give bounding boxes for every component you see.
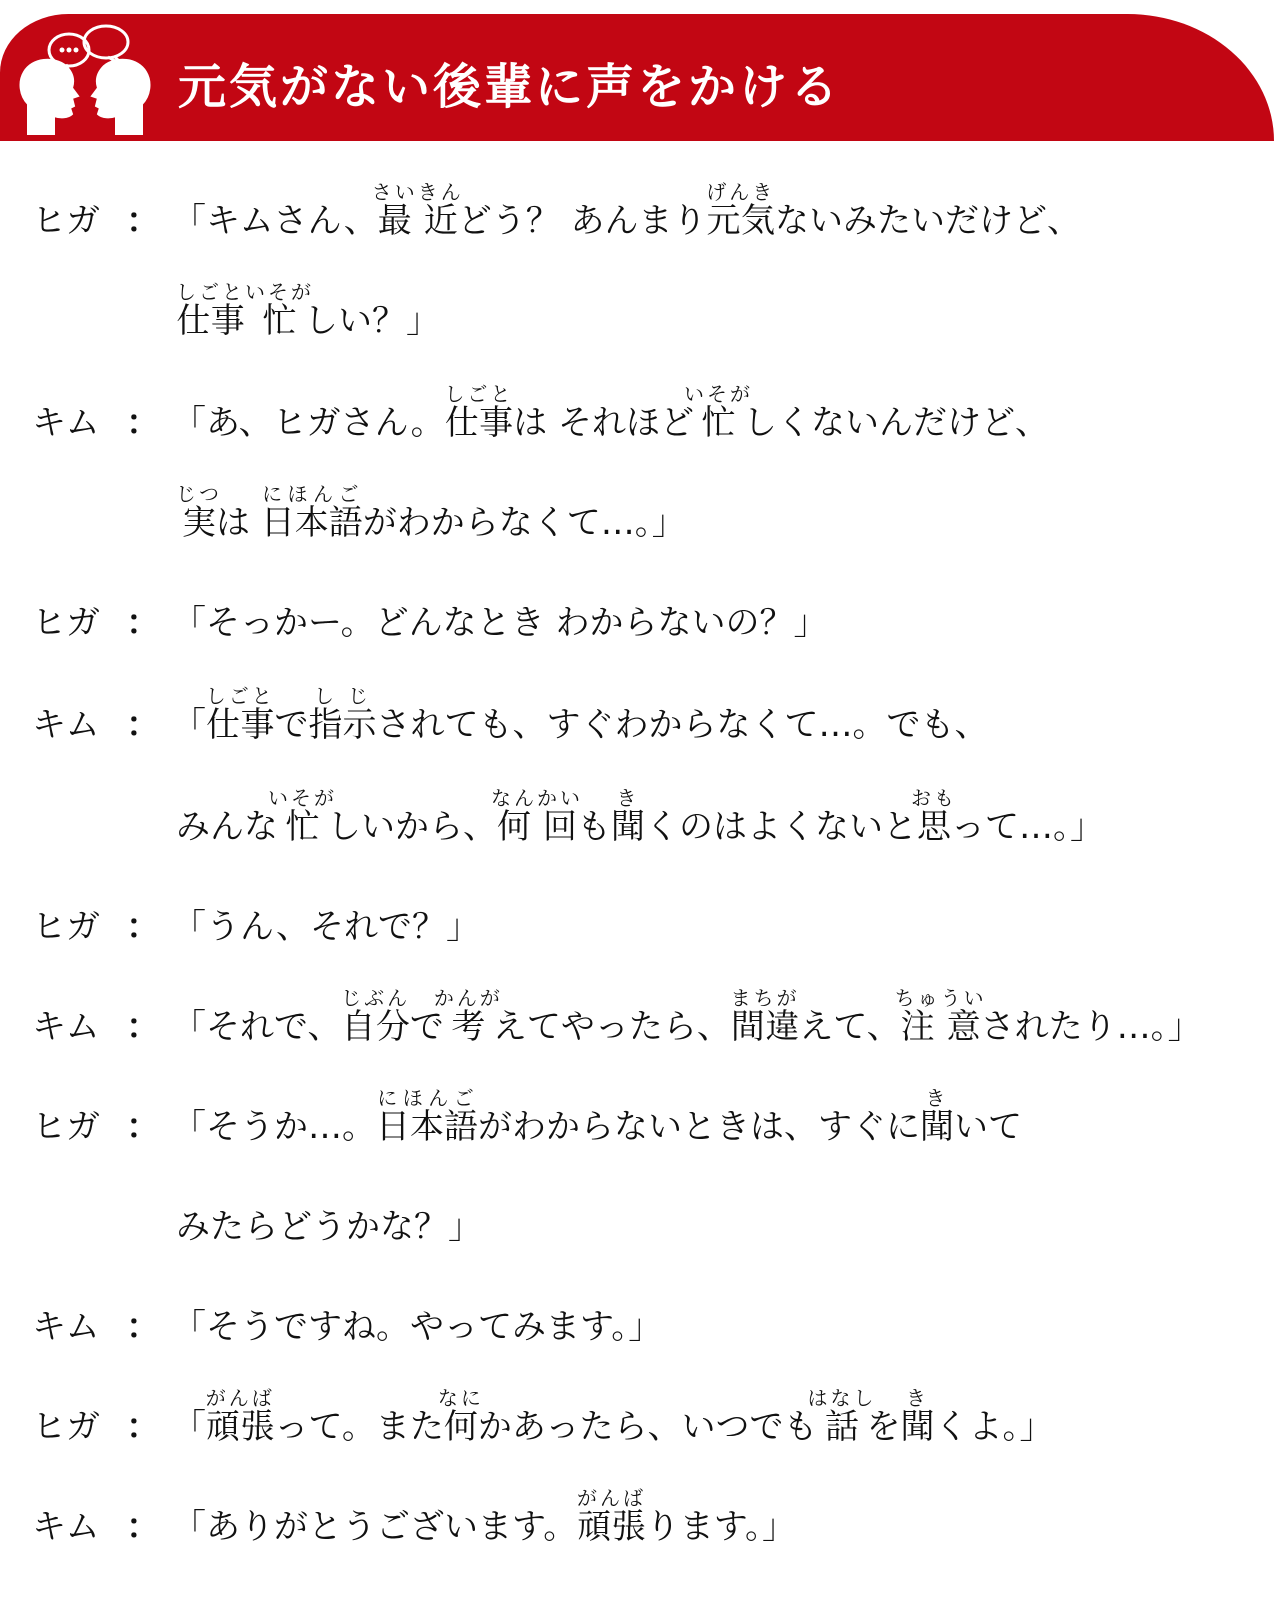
text-segment: は bbox=[216, 503, 261, 543]
furigana-reading: いそが bbox=[684, 382, 753, 406]
dialogue-text bbox=[172, 987, 1202, 1050]
text-segment: くよ。」 bbox=[934, 1407, 1054, 1447]
furigana-word bbox=[245, 280, 314, 341]
furigana-reading: いそが bbox=[268, 786, 337, 810]
furigana-reading: じぶん bbox=[341, 986, 411, 1010]
furigana-reading: おも bbox=[911, 786, 957, 810]
text-segment: ります。」 bbox=[645, 1507, 797, 1547]
speaker-colon: ： bbox=[126, 403, 160, 443]
text-segment: って…。」 bbox=[951, 807, 1104, 847]
furigana-word bbox=[341, 986, 411, 1047]
speaker-name: ヒガ bbox=[32, 1107, 100, 1147]
kanji-text: 実 bbox=[176, 503, 222, 543]
dialogue-line bbox=[0, 658, 1274, 748]
text-segment: 「 bbox=[172, 705, 206, 745]
dialogue-line bbox=[0, 860, 1274, 950]
furigana-word bbox=[706, 180, 776, 241]
text-segment: みたらどうかな？」 bbox=[176, 1207, 482, 1247]
text-segment: どう？ あんまり bbox=[457, 201, 707, 241]
kanji-text: 頑張 bbox=[205, 1407, 275, 1447]
speaker-name: ヒガ bbox=[32, 1407, 100, 1447]
speaker-name: ヒガ bbox=[32, 603, 100, 643]
dialogue-line bbox=[0, 1260, 1274, 1350]
furigana-word bbox=[376, 1086, 478, 1147]
text-segment: は それほど bbox=[513, 403, 694, 443]
furigana-word bbox=[911, 786, 957, 847]
furigana-reading: まちが bbox=[730, 986, 800, 1010]
speaker-name: キム bbox=[32, 1007, 100, 1047]
dialogue-line bbox=[0, 1060, 1274, 1150]
dialogue-line bbox=[0, 356, 1274, 446]
text-segment: されたり…。」 bbox=[980, 1007, 1202, 1047]
text-segment: 「そうか…。 bbox=[172, 1107, 376, 1147]
kanji-text: 何 bbox=[437, 1407, 484, 1447]
dialogue-text bbox=[172, 685, 989, 748]
text-segment: がわからなくて…。」 bbox=[362, 503, 686, 543]
furigana-word bbox=[611, 786, 645, 847]
furigana-word bbox=[260, 482, 363, 543]
furigana-reading: じつ bbox=[176, 482, 222, 506]
speaker-colon: ： bbox=[126, 705, 160, 745]
furigana-reading: き bbox=[900, 1386, 935, 1410]
kanji-text: 忙 bbox=[245, 301, 314, 341]
kanji-text: 忙 bbox=[684, 403, 753, 443]
furigana-reading: いそが bbox=[245, 280, 314, 304]
furigana-reading: にほんご bbox=[260, 482, 363, 506]
text-segment: がわからないときは、すぐに bbox=[478, 1107, 920, 1147]
furigana-word bbox=[308, 684, 377, 745]
speaker-name: キム bbox=[32, 403, 100, 443]
kanji-text: 仕事 bbox=[176, 301, 245, 341]
dialogue-text bbox=[176, 1204, 482, 1250]
kanji-text: 最近 bbox=[371, 201, 464, 241]
dialogue-text bbox=[172, 904, 480, 950]
dialogue-line bbox=[0, 456, 1274, 546]
kanji-text: 日本語 bbox=[260, 503, 363, 543]
kanji-text: 話 bbox=[807, 1407, 877, 1447]
dialogue-line bbox=[0, 1160, 1274, 1250]
dialogue-line bbox=[0, 254, 1274, 344]
speaker-colon: ： bbox=[126, 1507, 160, 1547]
text-segment: しい？」 bbox=[304, 301, 440, 341]
furigana-reading: がんば bbox=[205, 1386, 275, 1410]
kanji-text: 日本語 bbox=[376, 1107, 478, 1147]
furigana-word bbox=[371, 180, 464, 241]
kanji-text: 忙 bbox=[268, 807, 337, 847]
text-segment: で bbox=[409, 1007, 444, 1047]
speaker-colon: ： bbox=[126, 603, 160, 643]
furigana-word bbox=[437, 1386, 484, 1447]
speaker-name: ヒガ bbox=[32, 907, 100, 947]
dialogue-text bbox=[176, 483, 686, 546]
text-segment: みんな bbox=[176, 807, 278, 847]
text-segment: 「それで、 bbox=[172, 1007, 342, 1047]
dialogue-line bbox=[0, 760, 1274, 850]
kanji-text: 考 bbox=[433, 1007, 503, 1047]
furigana-word bbox=[433, 986, 503, 1047]
furigana-word bbox=[807, 1386, 877, 1447]
text-segment: 「そうですね。やってみます。」 bbox=[172, 1307, 663, 1347]
kanji-text: 思 bbox=[911, 807, 957, 847]
furigana-word bbox=[684, 382, 753, 443]
text-segment: を bbox=[866, 1407, 901, 1447]
furigana-word bbox=[577, 1486, 647, 1547]
dialogue-line bbox=[0, 556, 1274, 646]
furigana-reading: さいきん bbox=[371, 180, 464, 204]
kanji-text: 元気 bbox=[706, 201, 776, 241]
text-segment: で bbox=[274, 705, 309, 745]
furigana-word bbox=[491, 786, 583, 847]
dialogue-text bbox=[172, 1487, 796, 1550]
kanji-text: 仕事 bbox=[444, 403, 514, 443]
furigana-word bbox=[920, 1086, 954, 1147]
furigana-word bbox=[894, 986, 987, 1047]
text-segment: も bbox=[577, 807, 611, 847]
furigana-word bbox=[900, 1386, 935, 1447]
text-segment: しくないんだけど、 bbox=[743, 403, 1049, 443]
text-segment: かあったら、いつでも bbox=[477, 1407, 818, 1447]
furigana-reading: しごと bbox=[444, 382, 514, 406]
text-segment: 「そっかー。どんなとき わからないの？」 bbox=[172, 603, 828, 643]
furigana-reading: はなし bbox=[807, 1386, 877, 1410]
furigana-reading: がんば bbox=[577, 1486, 647, 1510]
furigana-reading: き bbox=[920, 1086, 954, 1110]
furigana-reading: げんき bbox=[706, 180, 776, 204]
dialogue-line bbox=[0, 154, 1274, 244]
text-segment: しいから、 bbox=[327, 807, 497, 847]
furigana-reading: なんかい bbox=[491, 786, 583, 810]
text-segment: されても、すぐわからなくて…。でも、 bbox=[376, 705, 989, 745]
text-segment: ないみたいだけど、 bbox=[775, 201, 1082, 241]
kanji-text: 何回 bbox=[491, 807, 583, 847]
speaker-colon: ： bbox=[126, 201, 160, 241]
text-segment: えてやったら、 bbox=[492, 1007, 731, 1047]
kanji-text: 聞 bbox=[900, 1407, 935, 1447]
dialogue-line bbox=[0, 960, 1274, 1050]
dialogue-line bbox=[0, 1460, 1274, 1550]
dialogue-line bbox=[0, 1360, 1274, 1450]
dialogue-text bbox=[172, 1387, 1054, 1450]
dialogue-text bbox=[172, 383, 1049, 446]
speaker-name: キム bbox=[32, 1507, 100, 1547]
text-segment: 「うん、それで？」 bbox=[172, 907, 481, 947]
furigana-reading: しごと bbox=[205, 684, 275, 708]
text-segment: 「ありがとうございます。 bbox=[172, 1507, 578, 1547]
speaker-name: キム bbox=[32, 1307, 100, 1347]
furigana-word bbox=[205, 684, 275, 745]
speaker-name: ヒガ bbox=[32, 201, 100, 241]
kanji-text: 間違 bbox=[730, 1007, 800, 1047]
dialogue-text bbox=[176, 787, 1104, 850]
speaker-colon: ： bbox=[126, 907, 160, 947]
text-segment: 「 bbox=[172, 1407, 206, 1447]
kanji-text: 自分 bbox=[341, 1007, 411, 1047]
furigana-reading: かんが bbox=[433, 986, 503, 1010]
text-segment: って。また bbox=[274, 1407, 444, 1447]
dialogue-text bbox=[172, 600, 827, 646]
speaker-colon: ： bbox=[126, 1407, 160, 1447]
furigana-word bbox=[730, 986, 800, 1047]
dialogue-text bbox=[176, 281, 440, 344]
kanji-text: 仕事 bbox=[205, 705, 275, 745]
page-title: 元気がない後輩に声をかける bbox=[178, 59, 842, 115]
text-segment: いて bbox=[954, 1107, 1022, 1147]
dialogue-text bbox=[172, 181, 1081, 244]
dialogue-text bbox=[172, 1304, 662, 1350]
furigana-word bbox=[268, 786, 337, 847]
kanji-text: 頑張 bbox=[577, 1507, 647, 1547]
furigana-reading: しじ bbox=[308, 684, 377, 708]
furigana-word bbox=[176, 280, 245, 341]
furigana-word bbox=[444, 382, 514, 443]
text-segment: 「あ、ヒガさん。 bbox=[172, 403, 445, 443]
furigana-reading: ちゅうい bbox=[894, 986, 987, 1010]
text-segment: 「キムさん、 bbox=[172, 201, 378, 241]
furigana-reading: なに bbox=[437, 1386, 484, 1410]
text-segment: くのはよくないと bbox=[645, 807, 917, 847]
kanji-text: 聞 bbox=[920, 1107, 954, 1147]
furigana-word bbox=[176, 482, 222, 543]
text-segment: えて、 bbox=[799, 1007, 901, 1047]
furigana-reading: き bbox=[611, 786, 645, 810]
speaker-colon: ： bbox=[126, 1007, 160, 1047]
speaker-name: キム bbox=[32, 705, 100, 745]
furigana-reading: にほんご bbox=[376, 1086, 478, 1110]
furigana-word bbox=[205, 1386, 275, 1447]
speaker-colon: ： bbox=[126, 1307, 160, 1347]
kanji-text: 指示 bbox=[308, 705, 377, 745]
kanji-text: 聞 bbox=[611, 807, 645, 847]
dialogue-text bbox=[172, 1087, 1022, 1150]
furigana-reading: しごと bbox=[176, 280, 245, 304]
speaker-colon: ： bbox=[126, 1107, 160, 1147]
kanji-text: 注意 bbox=[894, 1007, 987, 1047]
